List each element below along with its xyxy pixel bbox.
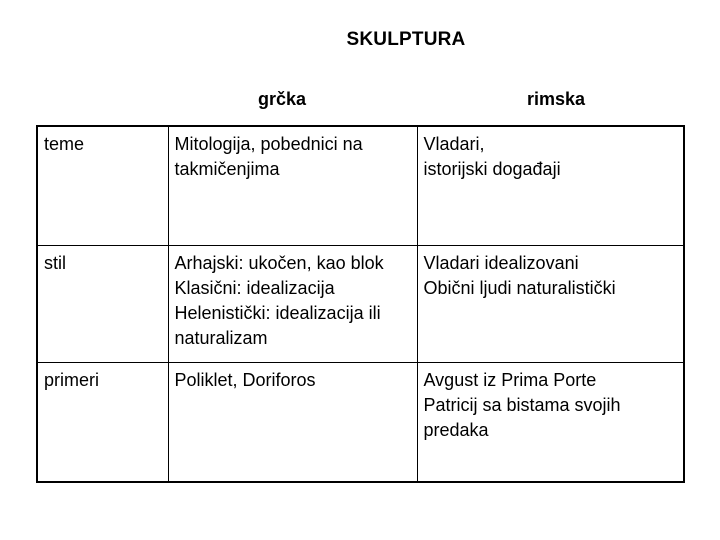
- cell-primeri-greek: [168, 362, 417, 481]
- row-label: stil: [44, 252, 66, 273]
- cell-line: Poliklet, Doriforos: [174, 369, 316, 390]
- row-label-teme: [38, 127, 168, 245]
- column-header-greek: grčka: [258, 89, 307, 109]
- cell-stil-roman: [417, 245, 683, 362]
- row-label-stil: [38, 245, 168, 362]
- page-title: SKULPTURA: [346, 29, 466, 50]
- table-row-stil: [38, 245, 683, 362]
- cell-line: naturalizam: [174, 327, 268, 348]
- cell-line: istorijski događaji: [423, 159, 561, 179]
- cell-line: Vladari,: [423, 134, 485, 154]
- cell-teme-roman: [417, 127, 683, 245]
- cell-stil-greek: [168, 245, 417, 362]
- cell-line: predaka: [423, 419, 489, 440]
- cell-line: Avgust iz Prima Porte: [423, 369, 597, 390]
- cell-line: takmičenjima: [174, 159, 280, 179]
- cell-line: Obični ljudi naturalistički: [423, 277, 616, 298]
- column-header-roman: rimska: [527, 89, 586, 109]
- cell-line: Patricij sa bistama svojih: [423, 394, 621, 415]
- cell-line: Mitologija, pobednici na: [174, 134, 363, 154]
- table-row-teme: [38, 127, 683, 245]
- row-label: teme: [44, 134, 85, 154]
- comparison-grid: [38, 127, 683, 481]
- table-row-primeri: [38, 362, 683, 481]
- cell-line: Arhajski: ukočen, kao blok: [174, 252, 384, 273]
- cell-line: Vladari idealizovani: [423, 252, 579, 273]
- cell-primeri-roman: [417, 362, 683, 481]
- cell-teme-greek: [168, 127, 417, 245]
- row-label: primeri: [44, 369, 100, 390]
- cell-line: Klasični: idealizacija: [174, 277, 335, 298]
- row-label-primeri: [38, 362, 168, 481]
- comparison-table: [36, 125, 685, 483]
- cell-line: Helenistički: idealizacija ili: [174, 302, 381, 323]
